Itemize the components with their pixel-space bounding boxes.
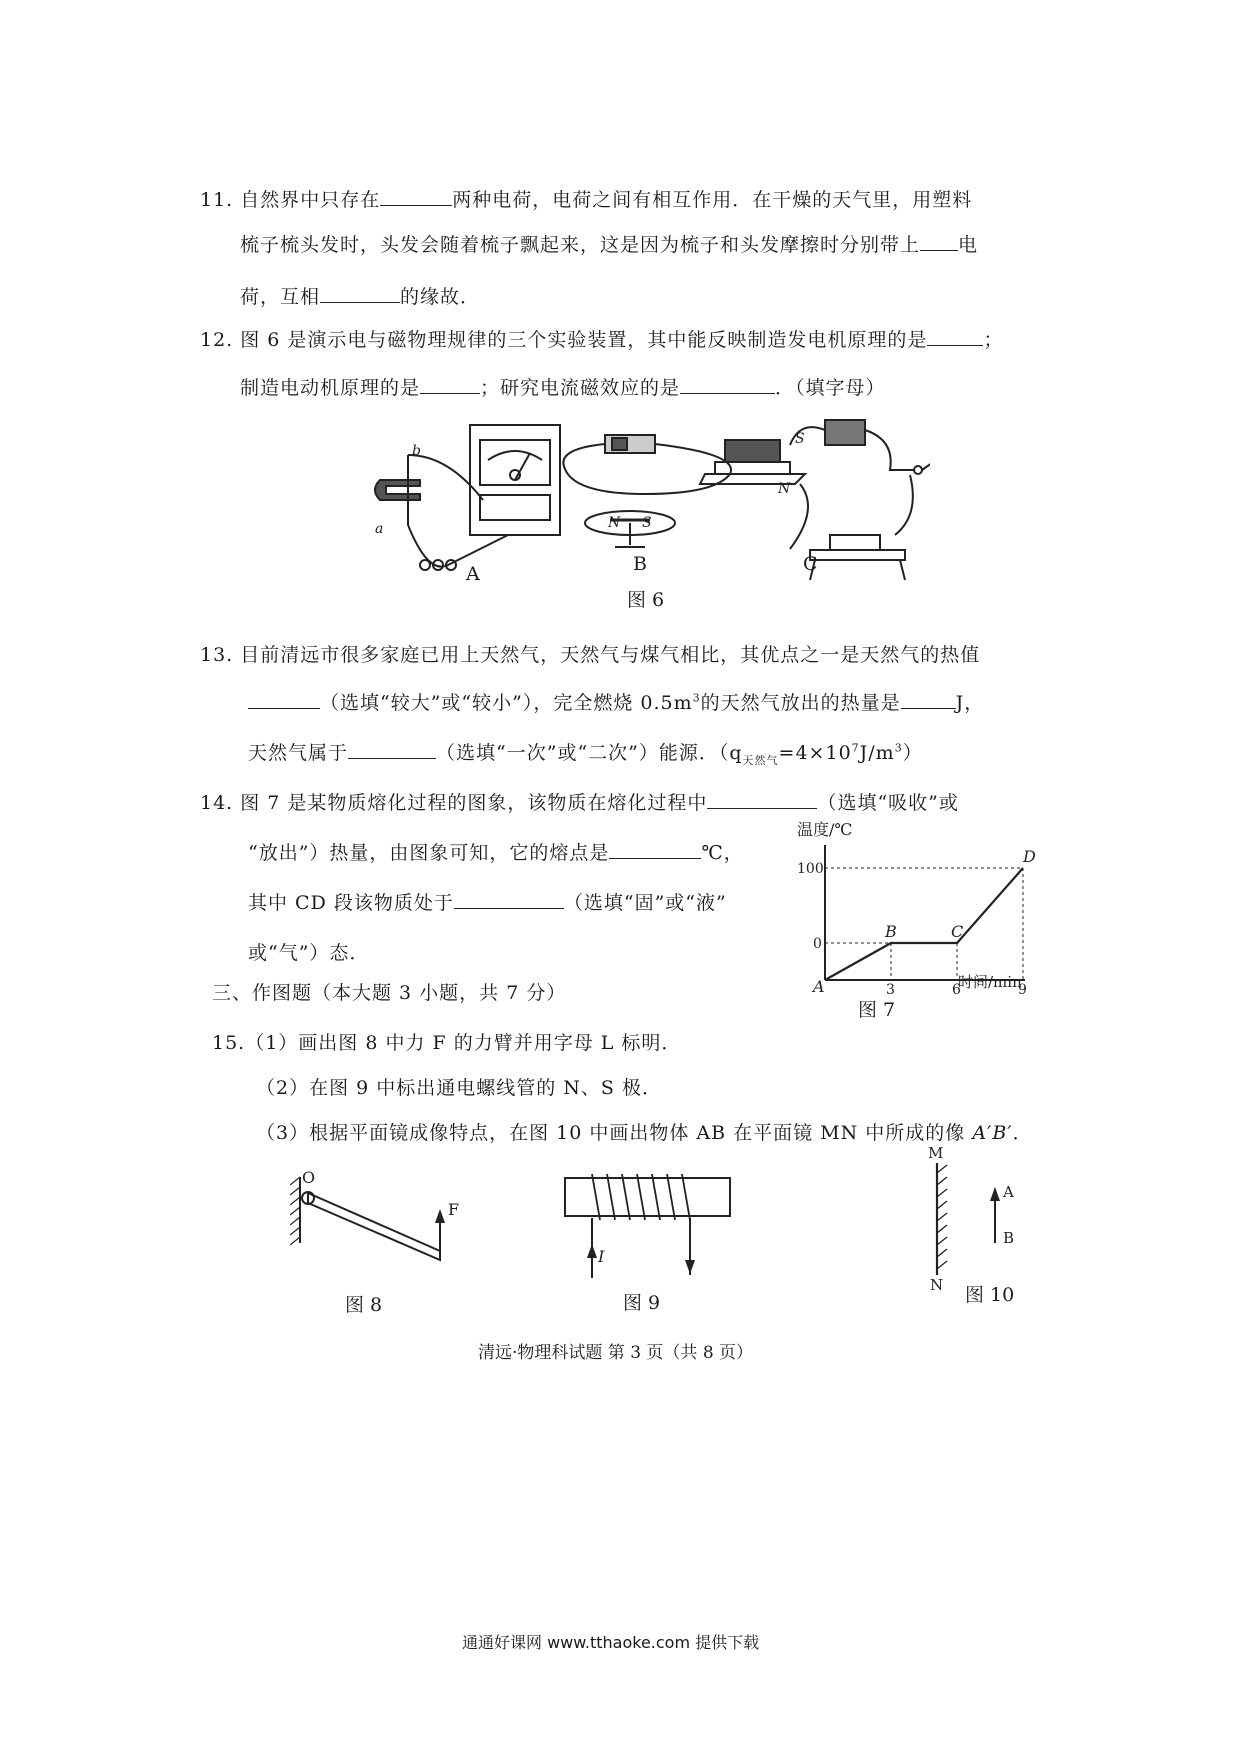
fig8-caption: 图 8 [345,1294,383,1316]
figure-7-chart [795,815,1045,995]
q11-line1: 11. 自然界中只存在 两种电荷，电荷之间有相互作用．在干燥的天气里，用塑料 [200,189,973,211]
y-axis-label: 温度/℃ [797,820,853,839]
q13-line2: （选填“较大”或“较小”），完全燃烧 $0.5m^3$的天然气放出的热量是 J， [248,688,984,715]
fig10-letter-m: M [928,1145,944,1162]
x-tick-9: 9 [1018,982,1027,995]
fig10-letter-b: B [1003,1229,1015,1247]
fig6-label-b: B [633,553,647,575]
figure-9 [560,1170,740,1285]
x-tick-3: 3 [886,982,895,995]
y-tick-0: 0 [813,936,822,952]
q13-line3: 天然气属于 （选填“一次”或“二次”）能源．$(q_{天然气}=4\times 10^7J/m^3)$ [248,741,923,767]
q11-line2: 梳子梳头发时，头发会随着梳子飘起来，这是因为梳子和头发摩擦时分别带上 电 [240,234,979,256]
fig9-caption: 图 9 [623,1292,661,1314]
q12-line1: 12. 图 6 是演示电与磁物理规律的三个实验装置，其中能反映制造发电机原理的是 ； [200,329,1004,351]
page-footer: 清远·物理科试题 第 3 页（共 8 页） [478,1343,754,1363]
point-label-a: A [813,977,825,995]
fig6-label-c: C [803,553,818,575]
fig6-a-letter-b: b [412,443,421,459]
fig6-label-a: A [466,563,480,585]
download-footer: 通通好课网 www.tthaoke.com 提供下载 [462,1633,760,1652]
fig6-caption: 图 6 [627,589,665,611]
x-axis-label: 时间/min [958,973,1022,991]
fig7-caption: 图 7 [858,999,896,1021]
q14-line4: 或“气”）态． [248,942,370,964]
q15-line1: 15.（1）画出图 8 中力 F 的力臂并用字母 L 标明． [212,1032,682,1054]
figure-10 [915,1145,1025,1295]
x-tick-6: 6 [952,982,961,995]
fig6-c-letter-s: S [795,431,805,447]
q12-line2: 制造电动机原理的是 ；研究电流磁效应的是 ．（填字母） [240,377,886,399]
q14-line1: 14. 图 7 是某物质熔化过程的图象，该物质在熔化过程中 （选填“吸收”或 [200,792,959,814]
fig8-letter-f: F [448,1200,460,1219]
q15-line3: （3）根据平面镜成像特点，在图 10 中画出物体 AB 在平面镜 MN 中所成的像 A′B′． [256,1122,1033,1144]
q11-line3: 荷，互相 的缘故． [240,286,481,308]
series-line [825,868,1023,980]
q13-line1: 13. 目前清远市很多家庭已用上天然气，天然气与煤气相比，其优点之一是天然气的热值 [200,644,981,666]
y-tick-100: 100 [797,861,824,877]
figure-8 [290,1165,480,1285]
section-3-title: 三、作图题（本大题 3 小题，共 7 分） [212,982,567,1004]
fig6-b-letter-n: N [608,515,621,531]
point-label-c: C [951,922,964,941]
fig8-letter-o: O [302,1168,316,1187]
point-label-d: D [1023,847,1036,866]
fig6-c-letter-n: N [778,481,791,497]
point-label-b: B [885,922,897,941]
q14-line3: 其中 CD 段该物质处于 （选填“固”或“液” [248,892,727,914]
fig6-apparatus-a [375,425,560,570]
fig10-letter-a: A [1003,1183,1014,1201]
fig10-letter-n: N [930,1276,944,1294]
fig6-a-letter-a: a [375,521,384,537]
fig9-letter-i: I [598,1247,605,1266]
q14-line2: “放出”）热量，由图象可知，它的熔点是 ℃， [248,842,744,864]
fig10-caption: 图 10 [965,1284,1015,1306]
fig6-b-letter-s: S [642,515,652,531]
q15-line2: （2）在图 9 中标出通电螺线管的 N、S 极． [256,1077,662,1099]
